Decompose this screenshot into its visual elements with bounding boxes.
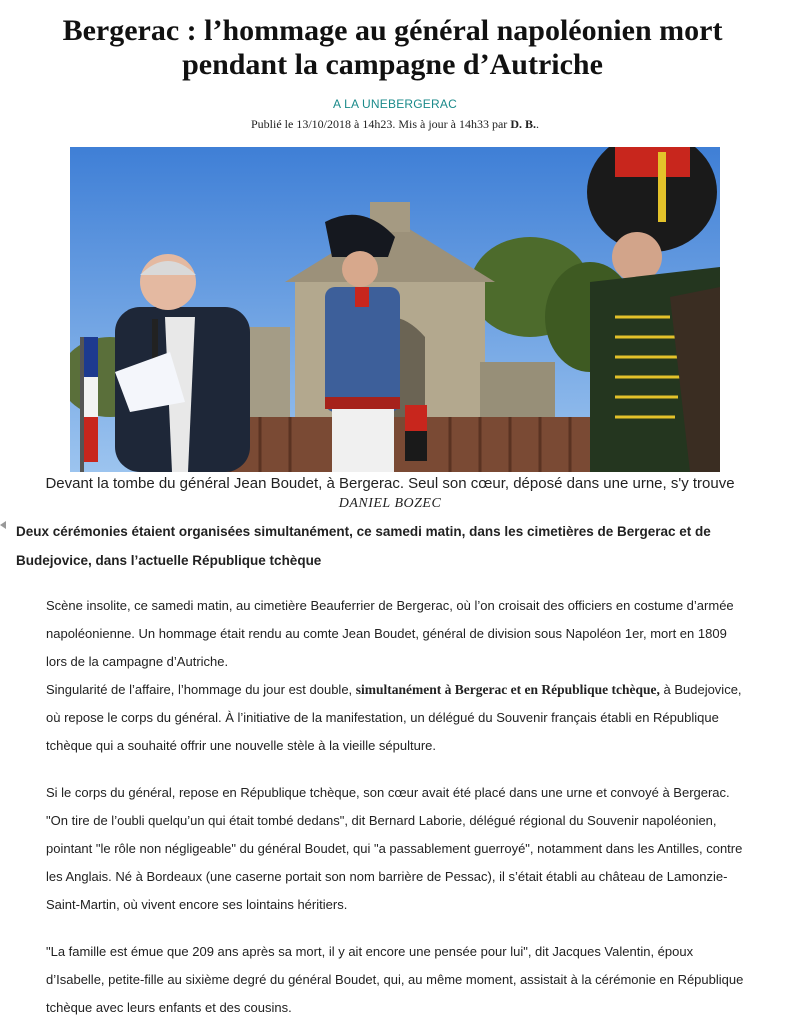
chapo-marker-icon bbox=[0, 521, 6, 529]
paragraph bbox=[46, 676, 746, 760]
ceremony-photo-illustration bbox=[70, 147, 720, 472]
rubric-link[interactable]: A LA UNEBERGERAC bbox=[333, 97, 457, 111]
photo-credit: DANIEL BOZEC bbox=[338, 496, 442, 511]
paragraph-text: Singularité de l’affaire, l’hommage du jour est double, bbox=[46, 682, 356, 697]
author-name[interactable]: D. B. bbox=[510, 117, 536, 131]
publication-date: Publié le 13/10/2018 à 14h23. Mis à jour à 14h33 par bbox=[251, 117, 511, 131]
photo-caption bbox=[40, 474, 740, 513]
publication-suffix: . bbox=[535, 117, 539, 131]
paragraph-text: à Budejovice, où repose le corps du général. À l’initiative de la manifestation, un délégué du Souvenir français établi en République tchèque qui a souhaité offrir une nouvelle stèle à la vieille sépulture. bbox=[46, 682, 742, 753]
article-body bbox=[46, 592, 746, 1022]
paragraph: Si le corps du général, repose en République tchèque, son cœur avait été placé dans une urne et convoyé à Bergerac. "On tire de l’oubli quelqu’un qui était tombé dedans", dit Bernard Laborie, délégué régional du Souvenir napoléonien, pointant "le rôle non négligeable" du général Boudet, qui "a passablement guerroyé", notamment dans les Antilles, contre les Anglais. Né à Bordeaux (une caserne portait son nom barrière de Pessac), il s’était établi au château de Lamonzie-Saint-Martin, où vivent encore ses lointains héritiers. bbox=[46, 785, 743, 912]
publication-info bbox=[0, 117, 785, 132]
article-title: Bergerac : l’hommage au général napoléonien mort pendant la campagne d’Autriche bbox=[62, 14, 723, 81]
paragraph: Scène insolite, ce samedi matin, au cimetière Beauferrier de Bergerac, où l’on croisait des officiers en costume d’armée napoléonienne. Un hommage était rendu au comte Jean Boudet, général de division sous Napoléon 1er, mort en 1809 lors de la campagne d’Autriche. bbox=[46, 598, 734, 669]
caption-text: Devant la tombe du général Jean Boudet, à Bergerac. Seul son cœur, déposé dans une urne, s'y trouve bbox=[45, 475, 735, 492]
section-rubric[interactable] bbox=[0, 97, 785, 111]
paragraph: "La famille est émue que 209 ans après sa mort, il y ait encore une pensée pour lui", dit Jacques Valentin, époux d’Isabelle, petite-fille au sixième degré du général Boudet, qui, au même moment, assistait à la cérémonie en République tchèque avec leurs enfants et des cousins. bbox=[46, 944, 744, 1015]
emphasis-text: simultanément à Bergerac et en République tchèque, bbox=[355, 682, 660, 697]
article-photo[interactable] bbox=[70, 147, 720, 472]
article-lead: Deux cérémonies étaient organisées simultanément, ce samedi matin, dans les cimetières de Bergerac et de Budejovice, dans l’actuelle République tchèque bbox=[16, 524, 711, 568]
